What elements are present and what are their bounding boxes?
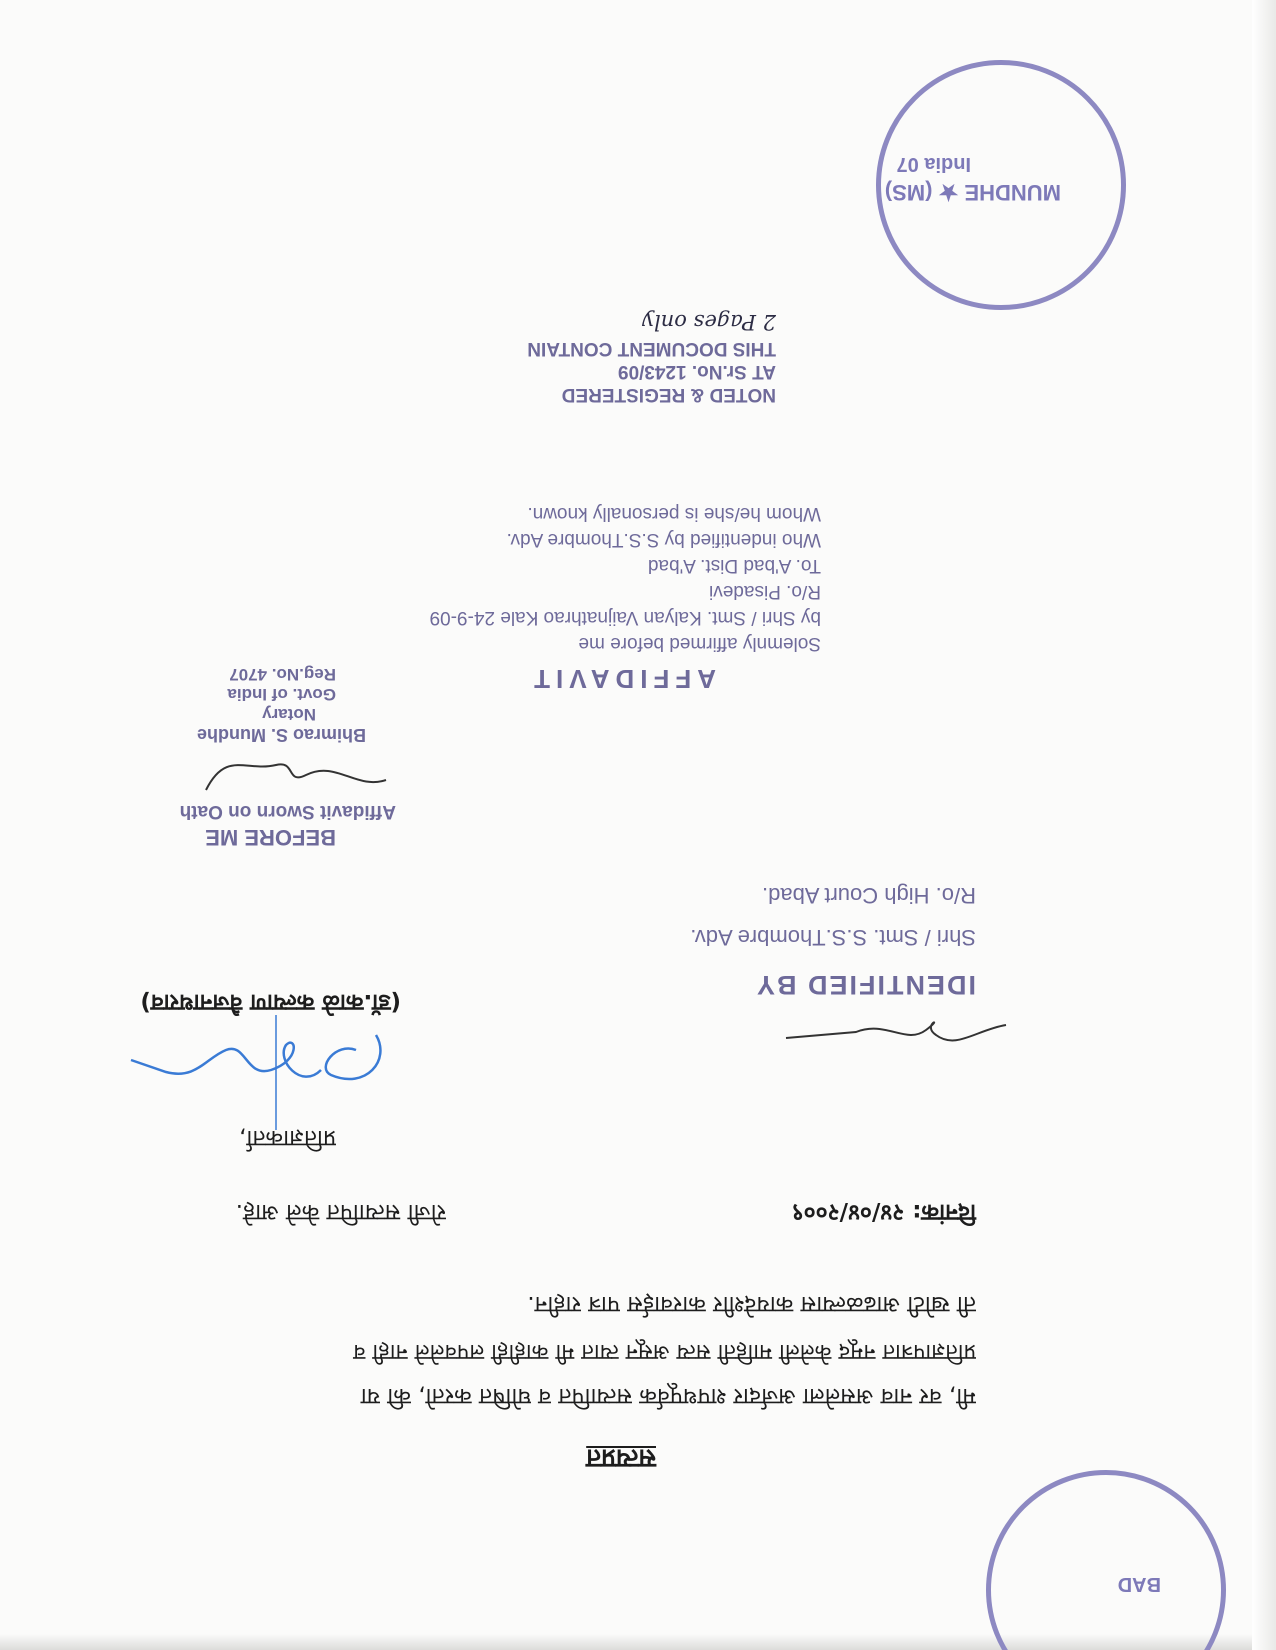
notary-signature xyxy=(196,740,396,800)
verification-text: रोजी सत्यापित केले आहे. xyxy=(235,1199,446,1225)
scan-shadow-right xyxy=(1252,0,1276,1650)
deponent-label: प्रतिज्ञाकर्ता, xyxy=(239,1125,336,1151)
before-me-sub: Affidavit Sworn on Oath xyxy=(179,801,396,822)
notary-govt: Govt. of India xyxy=(227,685,336,704)
identified-by-address: R/o. High Court Abad. xyxy=(761,883,976,908)
affidavit-line-1: Solemnly affirmed before me xyxy=(578,633,821,654)
registration-line-3: THIS DOCUMENT CONTAIN xyxy=(527,338,776,359)
before-me-heading: BEFORE ME xyxy=(205,825,336,850)
document-title: सत्यप्रत xyxy=(586,1443,656,1473)
identified-by-heading: IDENTIFIED BY xyxy=(754,970,976,1000)
deponent-name: (डॉ.काळे कल्याण वैजनाथराव) xyxy=(140,989,401,1015)
registration-line-4: 2 Pages only xyxy=(642,310,776,334)
affidavit-line-5: Who indentified by S.S.Thombre Adv. xyxy=(506,529,821,550)
registration-line-1: NOTED & REGISTERED xyxy=(561,384,776,405)
registration-line-2: AT Sr.No. 1243/09 xyxy=(617,361,776,382)
identifier-signature xyxy=(776,1010,1016,1060)
deponent-signature xyxy=(116,1010,396,1130)
identified-by-name: Shri / Smt. S.S.Thombre Adv. xyxy=(690,925,976,950)
notary-seal-upper: MUNDHE ★ (MS) India 07 xyxy=(876,60,1126,310)
notary-title: Notary xyxy=(262,705,316,724)
body-line-2: प्रतिज्ञापत्रात नमूद केलेली माहिती सत्य असून त्यात मी काहीही लपवलेले नाही व xyxy=(353,1339,976,1364)
affidavit-line-3: R/o. Pisadevi xyxy=(709,581,821,602)
notary-name: Bhimrao S. Mundhe xyxy=(196,725,366,745)
affidavit-heading: AFFIDAVIT xyxy=(528,664,716,694)
notary-seal-lower: BAD xyxy=(986,1470,1226,1650)
affidavit-line-4: To. A'bad Dist. A'bad xyxy=(647,555,821,576)
body-line-3: ती खोटी आढळल्यास कायदेशीर कारवाईस पात्र राहीन. xyxy=(527,1291,976,1317)
affidavit-line-2: by Shri / Smt. Kalyan Vaijnathrao Kale 24-9-09 xyxy=(429,607,821,628)
body-line-1: मी, वर नाव असलेला अर्जदार शपथपूर्वक सत्यापित व घोषित करतो, की या xyxy=(360,1383,976,1409)
date-label: दिनांक: २४/०४/२००९ xyxy=(791,1199,976,1225)
affidavit-line-6: Whom he/she is personally known. xyxy=(527,503,821,524)
notary-reg-no: Reg.No. 4707 xyxy=(229,665,336,684)
